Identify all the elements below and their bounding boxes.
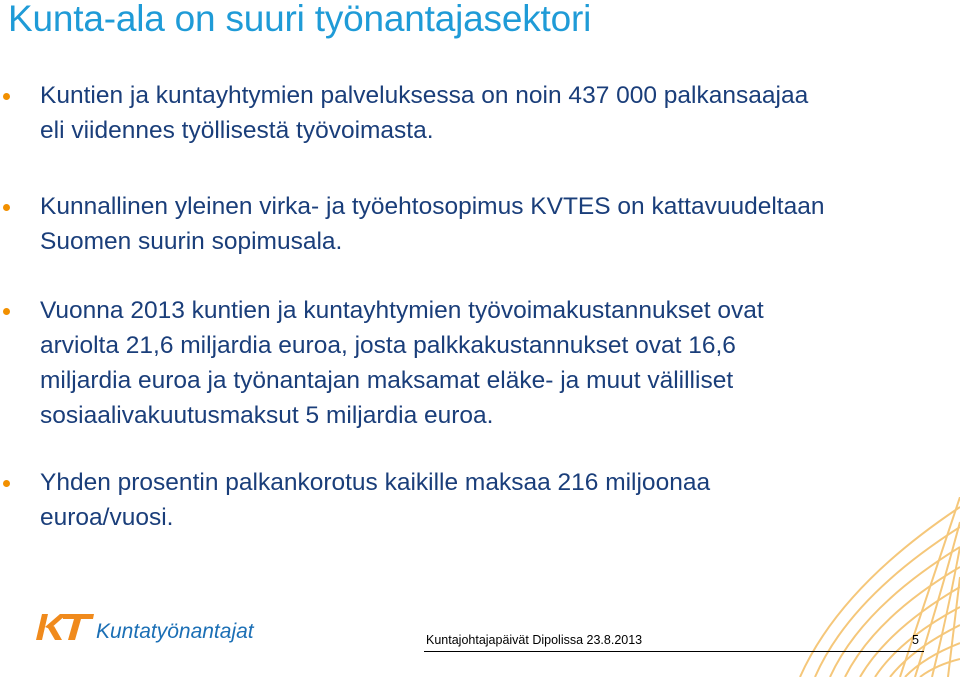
slide-title: Kunta-ala on suuri työnantajasektori: [8, 0, 592, 39]
logo-name: Kuntatyönantajat: [96, 620, 254, 643]
bullet-line: arviolta 21,6 miljardia euroa, josta palkkakustannukset ovat 16,6: [40, 332, 736, 359]
bullet-line: Kuntien ja kuntayhtymien palveluksessa on noin 437 000 palkansaajaa: [40, 82, 809, 109]
bullet-dot-icon: [3, 93, 10, 100]
bullet-line: sosiaalivakuutusmaksut 5 miljardia euroa.: [40, 402, 494, 429]
bullet-line: Yhden prosentin palkankorotus kaikille maksaa 216 miljoonaa: [40, 469, 711, 496]
decorative-lines-icon: [780, 497, 960, 677]
bullet-dot-icon: [3, 204, 10, 211]
footer-divider: [424, 651, 924, 652]
bullet-line: Suomen suurin sopimusala.: [40, 228, 343, 255]
bullet-line: miljardia euroa ja työnantajan maksamat eläke- ja muut välilliset: [40, 367, 734, 394]
bullet-line: eli viidennes työllisestä työvoimasta.: [40, 117, 434, 144]
bullet-item: [40, 293, 920, 433]
page-number: 5: [912, 633, 919, 647]
footer-text: Kuntajohtajapäivät Dipolissa 23.8.2013: [426, 633, 643, 647]
bullet-item: [40, 78, 920, 148]
bullet-dot-icon: [3, 308, 10, 315]
bullet-dot-icon: [3, 480, 10, 487]
kt-logo-icon: [32, 610, 96, 644]
bullet-item: [40, 189, 920, 259]
bullet-line: Vuonna 2013 kuntien ja kuntayhtymien työvoimakustannukset ovat: [40, 297, 764, 324]
bullet-line: Kunnallinen yleinen virka- ja työehtosopimus KVTES on kattavuudeltaan: [40, 193, 825, 220]
bullet-line: euroa/vuosi.: [40, 504, 174, 531]
